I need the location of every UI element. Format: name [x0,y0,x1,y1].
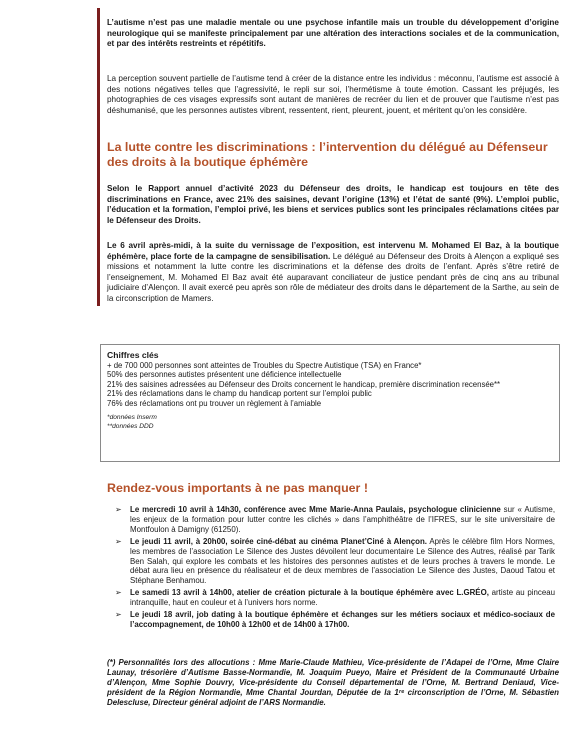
events-list [115,505,555,632]
event-lead: Le mercredi 10 avril à 14h30, conférence avec Mme Marie-Anna Paulais, psychologue clinicienne [130,505,501,514]
event-item [115,537,555,587]
key-figure-item: 21% des réclamations dans le champ du handicap portent sur l’emploi public [107,389,372,399]
event-body: sur « Autisme, les enjeux de la formation pour lutter contre les clichés » dans l’amphithéâtre de l’IFRES, sur le site universitaire de Montfoulon à Damigny (61250). [130,505,556,534]
event-body: artiste au pinceau intranquille, haut en couleur et à l’univers hors norme. [130,588,555,608]
report-paragraph: Selon le Rapport annuel d’activité 2023 du Défenseur des droits, le handicap est toujours en tête des discriminations en France, avec 21% des saisines, devant l’origine (13%) et l’état de santé (9%). L’emploi public, l’éducation et la formation, l’emploi privé, les biens et services publics sont les principales réclamations citées par le Défenseur des Droits. [107,184,559,225]
key-figure-item: + de 700 000 personnes sont atteintes de Troubles du Spectre Autistique (TSA) en France* [107,360,422,370]
footnote-personalities: (*) Personnalités lors des allocutions : Mme Marie-Claude Mathieu, Vice-présidente de l’Adapei de l’Orne, Mme Claire Launay, trésorière d’Autisme Basse-Normandie, M. Joaquim Pueyo, Maire et Président de la Communauté Urbaine d’Alençon, Mme Sophie Douvry, Vice-présidente du Conseil départemental de l’Orne, M. Bertrand Deniaud, Vice-président de la Région Normandie, Mme Chantal Jourdan, Députée de la 1ʳᵉ circonscription de l’Orne, M. Sébastien Delescluse, Directeur général adjoint de l’ARS Normandie. [107,658,559,708]
event-lead: Le jeudi 11 avril, à 20h00, soirée ciné-débat au cinéma Planet’Ciné à Alençon. [130,536,427,546]
delegate-lead: Le 6 avril après-midi, à la suite du vernissage de l’exposition, est intervenu M. Mohamed El Baz, à la boutique éphémère, place forte de la campagne de sensibilisation. [107,241,559,261]
section-heading-discriminations: La lutte contre les discriminations : l’intervention du délégué au Défenseur des droits à la boutique éphémère [107,140,548,169]
event-item [115,610,555,630]
delegate-paragraph [107,241,559,305]
event-lead: Le jeudi 18 avril, job dating à la boutique éphémère et échanges sur les métiers sociaux et médico-sociaux de l’accompagnement, de 10h00 à 12h00 et de 14h00 à 17h00. [130,610,555,629]
key-figure-item: 50% des personnes autistes présentent une déficience intellectuelle [107,370,342,380]
key-figures-title: Chiffres clés [107,350,159,360]
intro-paragraph-1: L’autisme n’est pas une maladie mentale ou une psychose infantile mais un trouble du développement d’origine neurologique qui se manifeste principalement par une altération des interactions sociales et de la communication, et par des intérêts restreints et répétitifs. [107,18,559,49]
arrow-bullet-icon: ➢ [115,610,122,620]
arrow-bullet-icon: ➢ [115,505,122,514]
delegate-body: Le délégué au Défenseur des Droits à Alençon a expliqué ses missions et notamment la lutte contre les discriminations et la défense des droits de l’enfant. Après s’être retiré de l’enseignement, M. Mohamed El Baz avait été auparavant conciliateur de justice pendant près de cinq ans au tribunal judiciaire d’Alençon. Il avait exercé peu après son rôle de médiateur des droits dans le département de la Sarthe, au sein de la circonscription de Mamers. [107,251,559,303]
source-note: *données Inserm [107,414,157,422]
key-figure-item: 21% des saisines adressées au Défenseur des Droits concernent le handicap, première discrimination recensée** [107,379,501,389]
event-item [115,588,555,608]
intro-paragraph-2: La perception souvent partielle de l’autisme tend à créer de la distance entre les individus : méconnu, l’autisme est associé à des notions négatives telles que l’agressivité, le repli sur soi, l’hermétisme à toute émotion. Cassant les préjugés, les photographies de ces visages expressifs sont autant de manières de recréer du lien et de prouver que l’autisme n’est pas déshumanisé, que les personnes autistes vibrent, ressentent, rient, pleurent, jouent, et méritent qu’on les considère. [107,74,559,115]
key-figure-item: 76% des réclamations ont pu trouver un règlement à l’amiable [107,398,322,408]
margin-bar [97,8,100,306]
event-item [115,505,555,535]
event-lead: Le samedi 13 avril à 14h00, atelier de création picturale à la boutique éphémère avec L.GRÉO, [130,588,489,598]
section-heading-events: Rendez-vous importants à ne pas manquer ! [107,481,368,495]
key-figures-box [100,344,560,462]
event-body: Après le célèbre film Hors Normes, les membres de l’association Le Silence des Justes dévoilent leur documentaire Le Silence des Autres, réalisé par Tarik Ben Salah, qui explore les combats et les histoires des personnes autistes et de leurs proches à travers le monde. Le débat aura lieu en présence du réalisateur et de deux membres de l’association Le Silence des Justes, Daoud Tatou et Stéphane Benhamou. [130,536,555,586]
arrow-bullet-icon: ➢ [115,536,122,546]
arrow-bullet-icon: ➢ [115,588,122,598]
source-note: **données DDD [107,422,154,430]
